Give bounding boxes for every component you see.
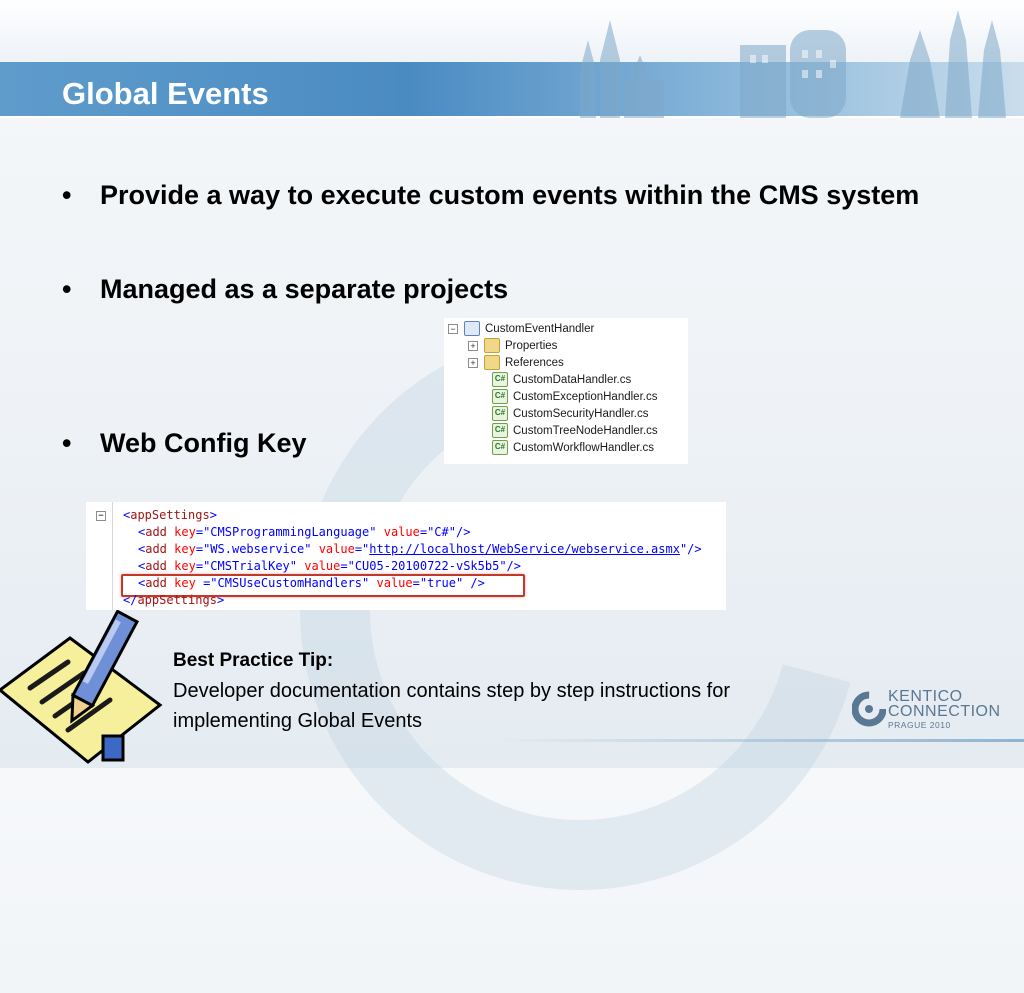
prague-skyline-image bbox=[540, 0, 1024, 118]
tree-node[interactable] bbox=[492, 389, 657, 406]
webservice-link[interactable]: http://localhost/WebService/webservice.asmx bbox=[369, 542, 680, 556]
notepad-pen-clipart bbox=[0, 610, 170, 768]
config-entry: <add key="CMSTrialKey" value="CU05-20100722-vSk5b5"/> bbox=[138, 559, 522, 573]
properties-folder-icon bbox=[484, 338, 500, 353]
logo-line3: PRAGUE 2010 bbox=[888, 720, 951, 730]
bullet-item bbox=[62, 270, 962, 308]
logo-line1: KENTICO bbox=[888, 688, 963, 705]
footer-rule bbox=[500, 739, 1024, 742]
csharp-file-icon: C# bbox=[492, 423, 508, 438]
references-folder-icon bbox=[484, 355, 500, 370]
bullet-item bbox=[62, 176, 962, 214]
csharp-file-icon: C# bbox=[492, 372, 508, 387]
tree-node-label: CustomSecurityHandler.cs bbox=[513, 408, 649, 420]
csharp-file-icon: C# bbox=[492, 406, 508, 421]
csharp-file-icon: C# bbox=[492, 440, 508, 455]
tip-body: Developer documentation contains step by step instructions for implementing Global Events bbox=[173, 680, 730, 732]
config-close-tag: </appSettings> bbox=[123, 593, 225, 607]
tree-node[interactable] bbox=[492, 440, 654, 457]
logo-line2: CONNECTION bbox=[888, 703, 1001, 720]
solution-explorer-tree bbox=[444, 318, 688, 464]
bullet-text: Provide a way to execute custom events within the CMS system bbox=[100, 180, 920, 210]
tree-node[interactable] bbox=[468, 338, 557, 355]
tree-node-label: CustomEventHandler bbox=[485, 323, 595, 335]
web-config-snippet bbox=[86, 502, 726, 610]
tree-node-label: CustomExceptionHandler.cs bbox=[513, 391, 658, 403]
tip-heading: Best Practice Tip: bbox=[173, 650, 334, 671]
bullet-text: Managed as a separate projects bbox=[100, 274, 509, 304]
bullet-text: Web Config Key bbox=[100, 428, 307, 458]
slide-title: Global Events bbox=[62, 76, 269, 111]
tree-node-label: CustomTreeNodeHandler.cs bbox=[513, 425, 658, 437]
config-entry: <add key="WS.webservice" value="http://localhost/WebService/webservice.asmx"/> bbox=[138, 542, 702, 556]
tree-node-label: CustomDataHandler.cs bbox=[513, 374, 632, 386]
csharp-file-icon: C# bbox=[492, 389, 508, 404]
tree-node[interactable] bbox=[468, 355, 564, 372]
config-open-tag: <appSettings> bbox=[123, 508, 217, 522]
config-entry-highlighted: <add key ="CMSUseCustomHandlers" value="true" /> bbox=[138, 576, 485, 590]
title-banner bbox=[0, 0, 1024, 118]
bullet-dot: • bbox=[62, 274, 72, 304]
expand-toggle-icon[interactable]: + bbox=[468, 341, 478, 351]
expand-toggle-icon[interactable]: + bbox=[468, 358, 478, 368]
best-practice-tip bbox=[173, 650, 853, 736]
bullet-dot: • bbox=[62, 428, 72, 458]
csharp-project-icon bbox=[464, 321, 480, 336]
tree-node-label: Properties bbox=[505, 340, 558, 352]
tree-node[interactable] bbox=[492, 423, 658, 440]
tree-project-node[interactable] bbox=[448, 321, 594, 338]
kentico-connection-logo bbox=[852, 688, 1012, 732]
config-entry: <add key="CMSProgrammingLanguage" value="C#"/> bbox=[138, 525, 471, 539]
tree-node-label: References bbox=[505, 357, 564, 369]
bullet-dot: • bbox=[62, 180, 72, 210]
tree-node-label: CustomWorkflowHandler.cs bbox=[513, 442, 655, 454]
bullet-item bbox=[62, 424, 422, 462]
collapse-toggle-icon[interactable]: − bbox=[96, 511, 106, 521]
kentico-logo-icon bbox=[852, 691, 886, 727]
tree-node[interactable] bbox=[492, 406, 649, 423]
collapse-toggle-icon[interactable]: − bbox=[448, 324, 458, 334]
tree-node[interactable] bbox=[492, 372, 631, 389]
